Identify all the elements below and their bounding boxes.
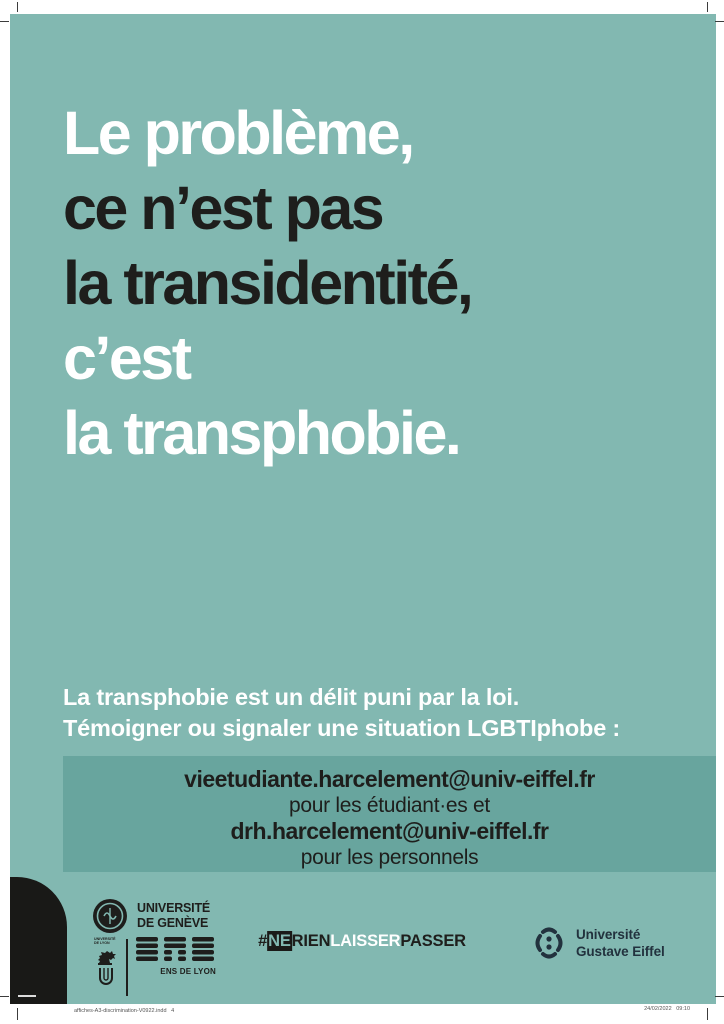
- crop-mark: [715, 21, 724, 22]
- legal-callout: [63, 682, 620, 744]
- headline-line: Le problème,: [63, 99, 413, 167]
- uge-wordmark-line: Université: [576, 927, 641, 942]
- headline-line: la transphobie.: [63, 399, 460, 467]
- crop-mark: [715, 996, 724, 997]
- crop-mark: [18, 995, 36, 997]
- uge-burst-icon: [529, 923, 569, 963]
- headline-line: c’est: [63, 324, 190, 392]
- students-email-label: pour les étudiant·es et: [289, 794, 490, 817]
- headline: [63, 96, 471, 471]
- logo-divider: [126, 939, 128, 996]
- headline-line: la transidentité,: [63, 249, 472, 317]
- unige-wordmark: [137, 901, 210, 932]
- unige-wordmark-line: UNIVERSITÉ: [137, 900, 211, 915]
- ens-caption: ENS DE LYON: [160, 967, 216, 976]
- lyon-ens-logos: [92, 937, 216, 996]
- uge-wordmark: [576, 926, 665, 960]
- hashtag-laisser: LAISSER: [330, 932, 401, 950]
- unige-seal-icon: [92, 898, 128, 934]
- hashtag-ne: NE: [268, 932, 291, 950]
- staff-email: drh.harcelement@univ-eiffel.fr: [230, 818, 549, 844]
- legal-callout-line: La transphobie est un délit puni par la loi.: [63, 684, 520, 710]
- hashtag-rien: RIEN: [291, 932, 331, 950]
- hashtag-passer: PASSER: [400, 932, 466, 950]
- headline-line: ce n’est pas: [63, 174, 383, 242]
- unige-wordmark-line: DE GENÈVE: [137, 916, 209, 930]
- students-email: vieetudiante.harcelement@univ-eiffel.fr: [184, 766, 595, 792]
- crop-mark: [0, 996, 9, 997]
- unige-logo: [92, 898, 210, 934]
- crop-mark: [17, 2, 18, 12]
- uge-wordmark-line: Gustave Eiffel: [576, 944, 665, 959]
- udl-caption: UNIVERSITÉ DE LYON: [94, 937, 116, 946]
- crop-mark: [17, 1008, 18, 1020]
- hashtag-hash: #: [258, 932, 268, 950]
- print-slug-filename: affiches-A3-discrimination-V0922.indd 4: [74, 1008, 175, 1014]
- crop-mark: [707, 2, 708, 12]
- ens-logo: [136, 937, 216, 976]
- udl-lion-icon: [94, 945, 118, 967]
- contact-box: [63, 756, 716, 872]
- hashtag-ne-rien-laisser-passer: [258, 932, 466, 951]
- print-slug-datetime: 24/02/2022 09:10: [644, 1006, 690, 1012]
- udl-u-icon: [96, 967, 116, 987]
- udl-crest: [92, 937, 120, 987]
- crop-mark: [707, 1008, 708, 1020]
- ens-bars-icon: [136, 937, 216, 964]
- uge-logo: [529, 923, 665, 963]
- staff-email-label: pour les personnels: [300, 846, 479, 869]
- legal-callout-line: Témoigner ou signaler une situation LGBTIphobe :: [63, 715, 621, 741]
- crop-mark: [0, 21, 9, 22]
